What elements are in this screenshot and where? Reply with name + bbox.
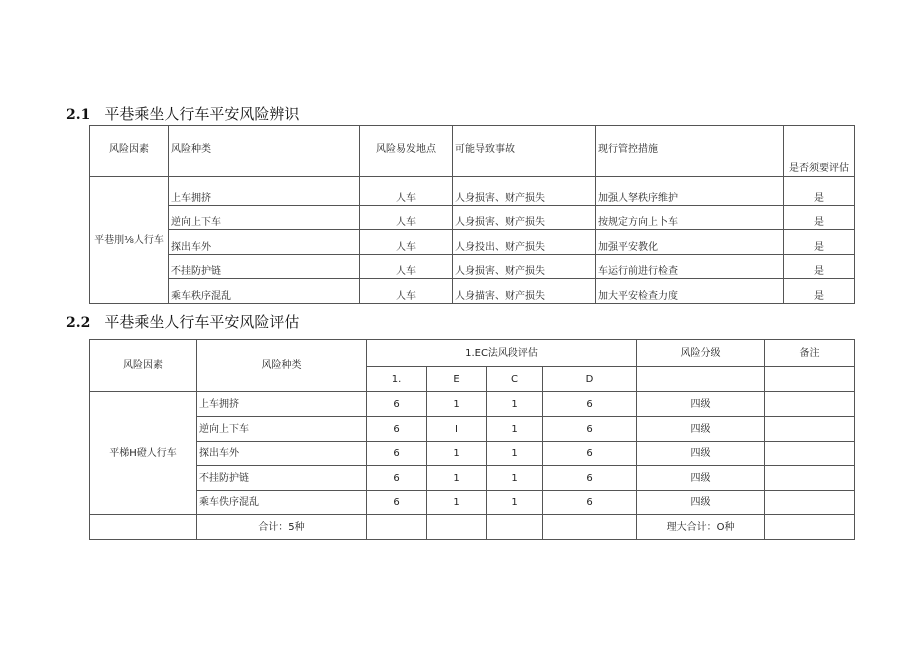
risk-assessment-table (89, 339, 855, 540)
risk-measure: 车运行前进行检查 (596, 255, 784, 279)
table-row (90, 417, 855, 442)
empty-cell (637, 367, 765, 392)
header-type: 风险种类 (169, 126, 360, 177)
risk-measure: 加强人孥秩序维护 (596, 177, 784, 206)
value-l: 6 (367, 491, 427, 515)
risk-eval: 是 (784, 255, 855, 279)
value-d: 6 (543, 392, 637, 417)
risk-eval: 是 (784, 230, 855, 255)
header-accident: 可能导致事故 (453, 126, 596, 177)
risk-location: 人车 (360, 206, 453, 230)
value-d: 6 (543, 466, 637, 491)
empty-cell (765, 515, 855, 540)
empty-cell (487, 515, 543, 540)
risk-location: 人车 (360, 255, 453, 279)
risk-type: 上车拥挤 (197, 392, 367, 417)
risk-eval: 是 (784, 279, 855, 304)
empty-cell (367, 515, 427, 540)
section-2-number: 2.2 (66, 315, 91, 331)
risk-type: 上车拥挤 (169, 177, 360, 206)
risk-type: 不挂防护链 (197, 466, 367, 491)
empty-cell (543, 515, 637, 540)
subheader-d: D (543, 367, 637, 392)
risk-accident: 人身损害、财产损失 (453, 206, 596, 230)
header-lec: 1.EC法风段评估 (367, 340, 637, 367)
risk-measure: 加大平安检查力度 (596, 279, 784, 304)
table-row (90, 279, 855, 304)
table-header-row (90, 340, 855, 367)
table-row (90, 466, 855, 491)
value-l: 6 (367, 417, 427, 442)
risk-level: 四级 (637, 417, 765, 442)
section-2-title: 平巷乘坐人行车平安风险评估 (104, 313, 300, 331)
risk-location: 人车 (360, 230, 453, 255)
section-1-heading (66, 103, 299, 124)
risk-type: 乘车佚序混乱 (197, 491, 367, 515)
value-d: 6 (543, 442, 637, 466)
total-right: 理大合计：O种 (637, 515, 765, 540)
risk-location: 人车 (360, 279, 453, 304)
value-l: 6 (367, 392, 427, 417)
section-2-heading (66, 311, 299, 332)
risk-level: 四级 (637, 491, 765, 515)
total-left: 合计：5种 (197, 515, 367, 540)
value-e: 1 (427, 392, 487, 417)
risk-eval: 是 (784, 177, 855, 206)
table-row (90, 442, 855, 466)
value-l: 6 (367, 466, 427, 491)
risk-identification-table (89, 125, 855, 304)
table-row (90, 491, 855, 515)
table-row (90, 230, 855, 255)
table-row (90, 177, 855, 206)
value-d: 6 (543, 491, 637, 515)
risk-type: 逆向上下车 (197, 417, 367, 442)
value-l: 6 (367, 442, 427, 466)
value-c: 1 (487, 466, 543, 491)
subheader-l: 1. (367, 367, 427, 392)
header-location: 风险易发地点 (360, 126, 453, 177)
value-c: 1 (487, 392, 543, 417)
risk-measure: 按规定方向上卜车 (596, 206, 784, 230)
value-e: 1 (427, 491, 487, 515)
remark-cell (765, 417, 855, 442)
empty-cell (90, 515, 197, 540)
risk-level: 四级 (637, 392, 765, 417)
table-header-row (90, 126, 855, 177)
subheader-c: C (487, 367, 543, 392)
table-total-row (90, 515, 855, 540)
header-remark: 备注 (765, 340, 855, 367)
table-row (90, 255, 855, 279)
risk-type: 探出车外 (169, 230, 360, 255)
section-1-number: 2.1 (66, 107, 91, 123)
risk-type: 乘车秩序混乱 (169, 279, 360, 304)
risk-factor-cell: 平梯H磴人行车 (90, 392, 197, 515)
remark-cell (765, 491, 855, 515)
value-c: 1 (487, 442, 543, 466)
table-row (90, 392, 855, 417)
header-measures: 现行管控措施 (596, 126, 784, 177)
header-factor: 风险因素 (90, 340, 197, 392)
empty-cell (427, 515, 487, 540)
header-eval: 是否须要评估 (784, 126, 855, 177)
risk-type: 探出车外 (197, 442, 367, 466)
risk-eval: 是 (784, 206, 855, 230)
risk-location: 人车 (360, 177, 453, 206)
section-1-title: 平巷乘坐人行车平安风险辨识 (104, 105, 300, 123)
risk-accident: 人身损害、财产损失 (453, 177, 596, 206)
header-level: 风险分级 (637, 340, 765, 367)
risk-accident: 人身损害、财产损失 (453, 255, 596, 279)
table-row (90, 206, 855, 230)
risk-accident: 人身投出、财产损失 (453, 230, 596, 255)
value-e: 1 (427, 466, 487, 491)
value-e: 1 (427, 442, 487, 466)
remark-cell (765, 392, 855, 417)
risk-level: 四级 (637, 466, 765, 491)
empty-cell (765, 367, 855, 392)
value-c: 1 (487, 417, 543, 442)
remark-cell (765, 466, 855, 491)
value-e: I (427, 417, 487, 442)
risk-type: 不挂防护链 (169, 255, 360, 279)
value-c: 1 (487, 491, 543, 515)
risk-measure: 加强平安教化 (596, 230, 784, 255)
risk-accident: 人身描害、财产损失 (453, 279, 596, 304)
header-factor: 风险因素 (90, 126, 169, 177)
header-type: 风险种类 (197, 340, 367, 392)
subheader-e: E (427, 367, 487, 392)
remark-cell (765, 442, 855, 466)
value-d: 6 (543, 417, 637, 442)
risk-factor-cell: 平巷刖⅛人行车 (90, 177, 169, 304)
risk-type: 逆向上下车 (169, 206, 360, 230)
risk-level: 四级 (637, 442, 765, 466)
